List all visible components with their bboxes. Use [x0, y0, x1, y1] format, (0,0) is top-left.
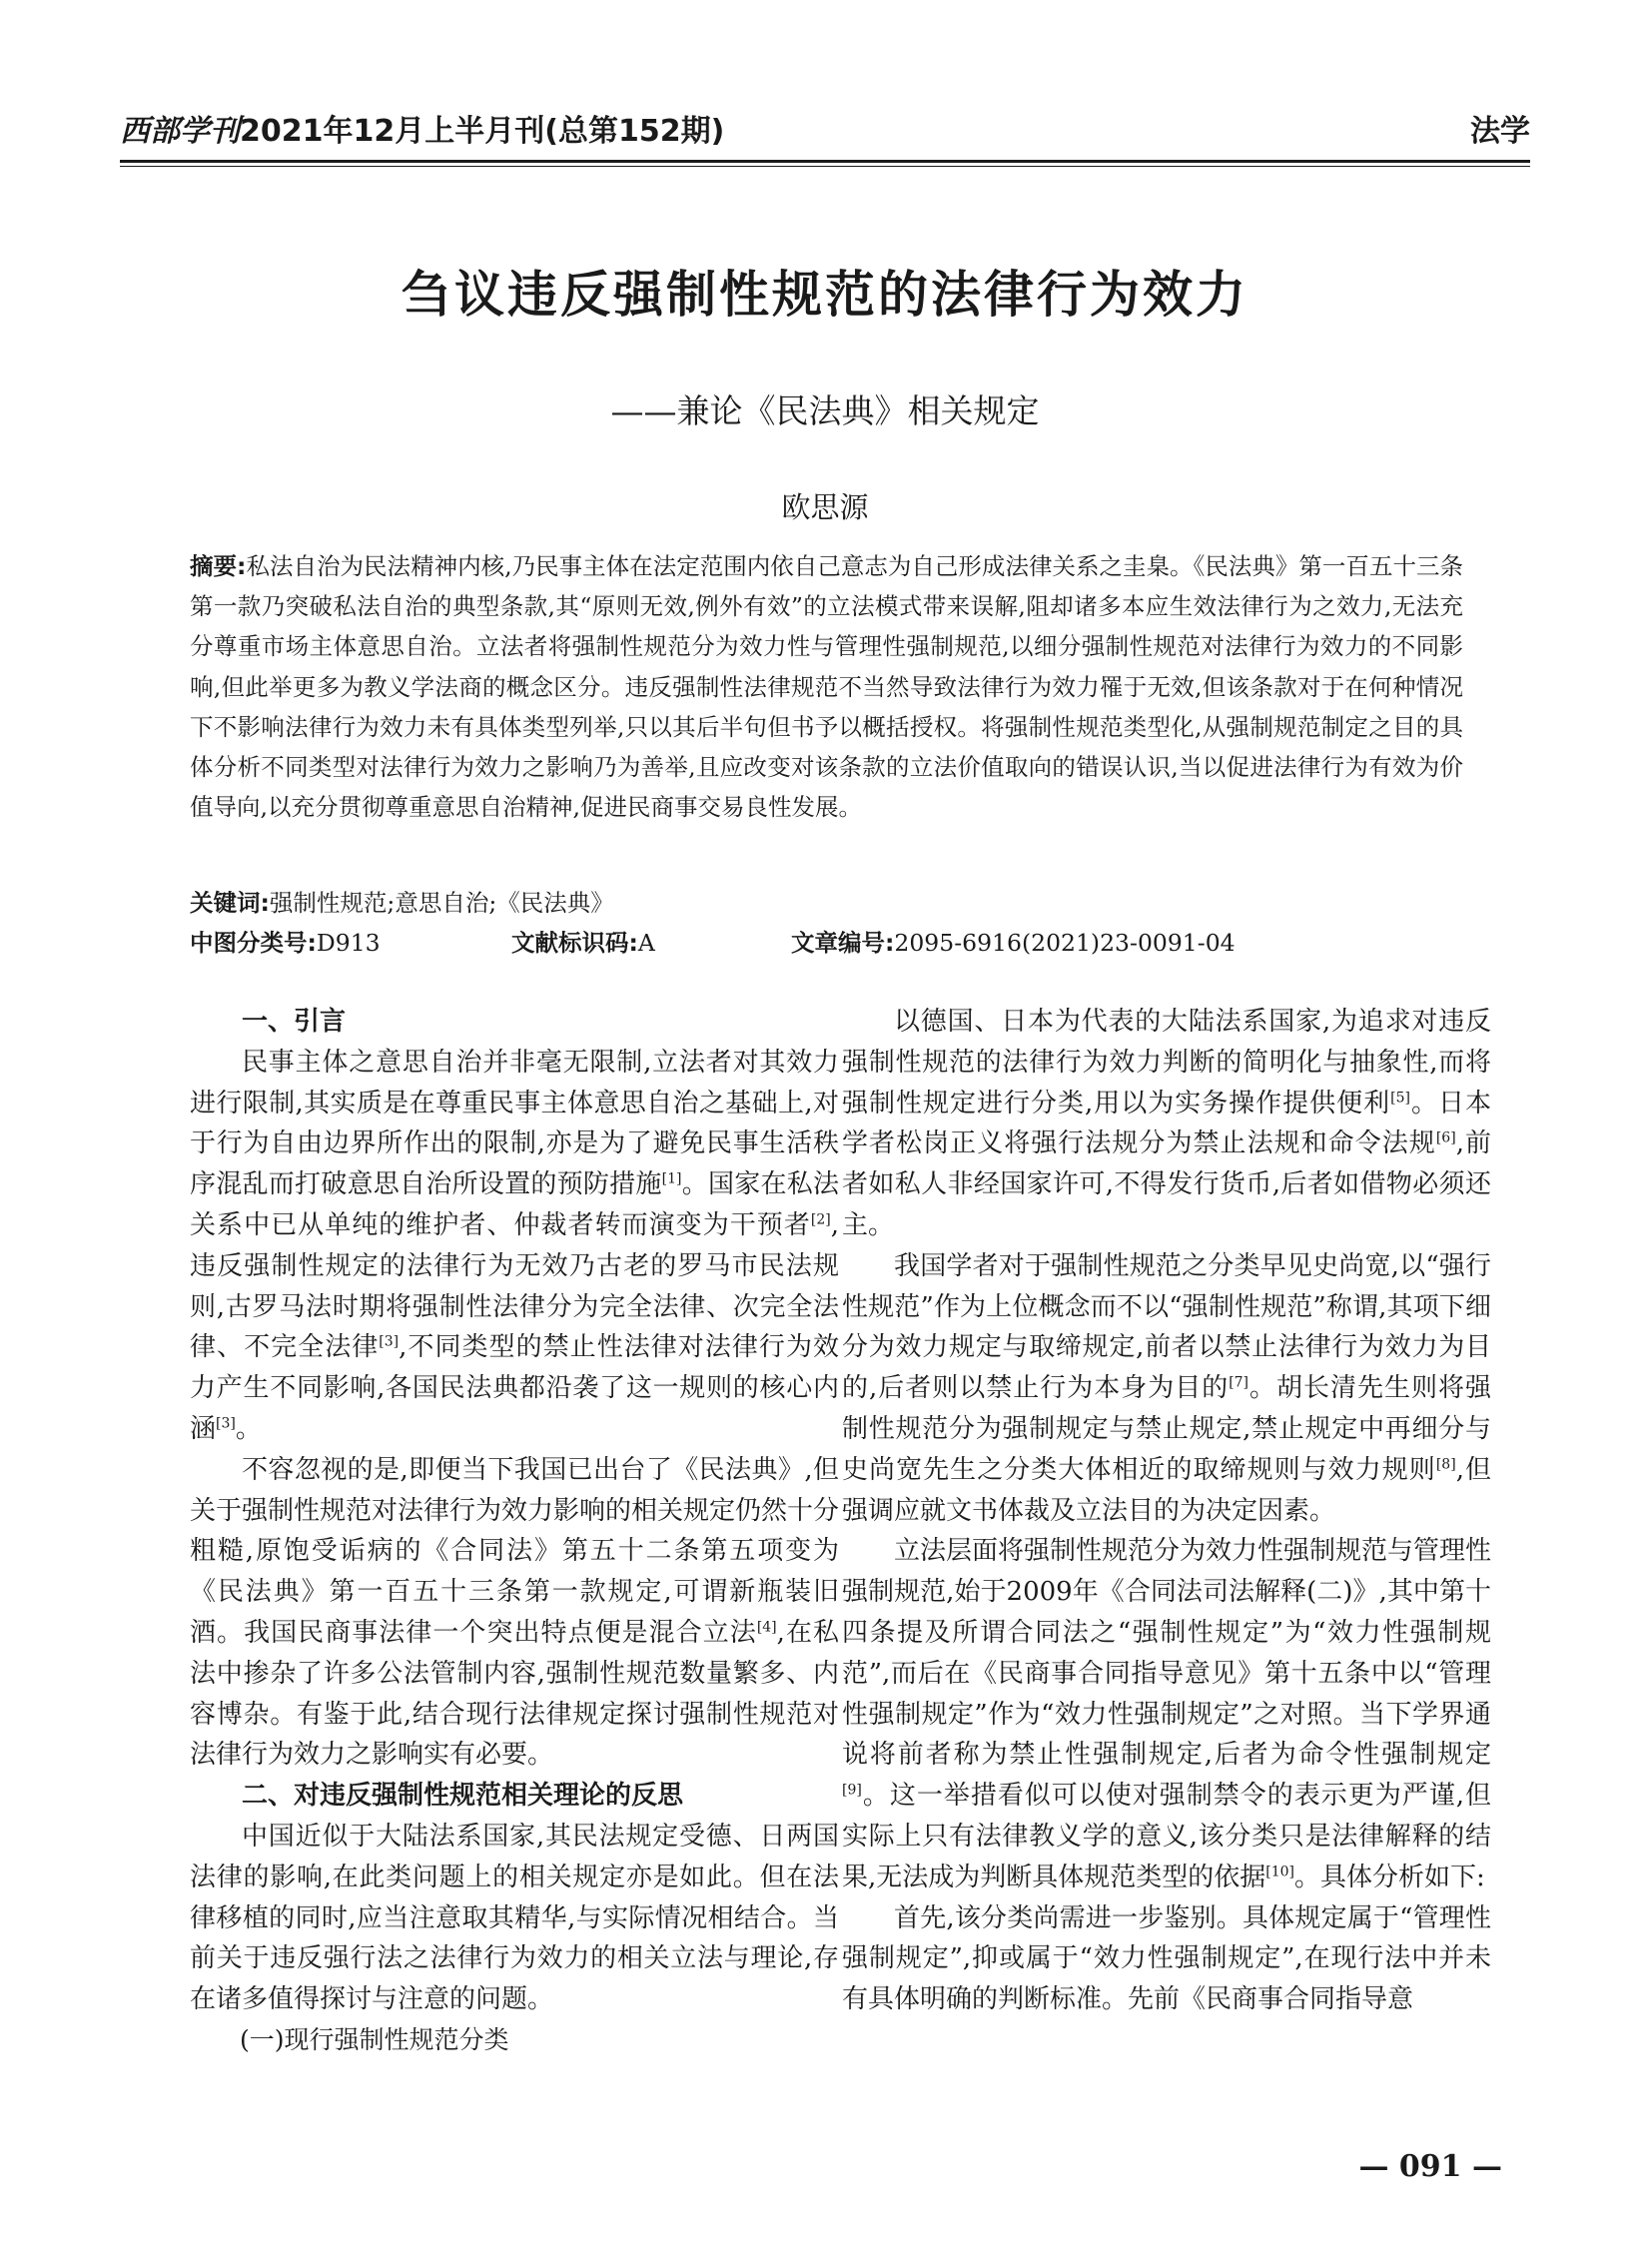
text-run: 。国家在私法关系中已从单纯的维护者、仲裁者转而演变为干预者	[190, 1169, 839, 1240]
keywords	[190, 883, 1463, 923]
text-run: 我国学者对于强制性规范之分类早见史尚宽,以“强行性规范”作为上位概念而不以“强制性规范”称谓,其项下细分为效力规定与取缔规定,前者以禁止法律行为效力为目的,后者则以禁止行为本身为目的	[842, 1250, 1491, 1404]
section-heading-1: 一、引言	[242, 1007, 347, 1037]
abstract-label: 摘要:	[190, 552, 247, 580]
journal-logo: 西部学刊	[120, 114, 240, 149]
doc-label: 文献标识码:	[511, 929, 638, 957]
text-run: 以德国、日本为代表的大陆法系国家,为追求对违反强制性规范的法律行为效力判断的简明化与抽象性,而将强制性规定进行分类,用以为实务操作提供便利	[842, 1007, 1491, 1119]
text-run: 立法层面将强制性规范分为效力性强制规范与管理性强制规范,始于2009年《合同法司法解释(二)》,其中第十四条提及所谓合同法之“强制性规定”为“效力性强制规范”,而后在《民商事合同指导意见》第十五条中以“管理性强制规定”作为“效力性强制规定”之对照。当下学界通说将前者称为禁止性强制规定,后者为命令性强制规定	[842, 1536, 1492, 1771]
clc-value: D913	[316, 929, 381, 957]
citation-ref: [6]	[1435, 1129, 1456, 1146]
citation-ref: [9]	[842, 1782, 862, 1799]
text-run: ,但强调应就文书体裁及立法目的为决定因素。	[842, 1454, 1491, 1526]
text-run: ,在私法中掺杂了许多公法管制内容,强制性规范数量繁多、内容博杂。有鉴于此,结合现行法律规定探讨强制性规范对法律行为效力之影响实有必要。	[190, 1617, 839, 1771]
clc-label: 中图分类号:	[190, 929, 317, 957]
citation-ref: [2]	[810, 1211, 831, 1228]
running-header	[120, 112, 1530, 156]
citation-ref: [8]	[1435, 1456, 1456, 1473]
citation-ref: [3]	[216, 1415, 236, 1432]
article-subtitle: ——兼论《民法典》相关规定	[610, 391, 1040, 430]
paragraph: 首先,该分类尚需进一步鉴别。具体规定属于“管理性强制规定”,抑或属于“效力性强制规定”,在现行法中并未有具体明确的判断标准。先前《民商事合同指导意	[842, 1902, 1491, 2015]
subsection-heading: (一)现行强制性规范分类	[240, 2024, 509, 2054]
text-run: ,不同类型的禁止性法律对法律行为效力产生不同影响,各国民法典都沿袭了这一规则的核心内涵	[190, 1332, 839, 1444]
article-number	[791, 923, 1236, 963]
keywords-text: 强制性规范;意思自治;《民法典》	[269, 889, 614, 917]
paragraph	[190, 1043, 839, 1450]
text-run: 。这一举措看似可以使对强制禁令的表示更为严谨,但实际上只有法律教义学的意义,该分类只是法律解释的结果,无法成为判断具体规范类型的依据	[842, 1781, 1491, 1892]
paragraph	[842, 1246, 1491, 1532]
text-run: 。胡长清先生则将强制性规范分为强制规定与禁止规定,禁止规定中再细分与史尚宽先生之分类大体相近的取缔规则与效力规则	[842, 1373, 1491, 1485]
citation-ref: [3]	[379, 1333, 400, 1350]
body-column-right	[842, 1002, 1491, 2020]
doc-code	[511, 923, 655, 963]
text-run: 不容忽视的是,即便当下我国已出台了《民法典》,但关于强制性规范对法律行为效力影响的相关规定仍然十分粗糙,原饱受诟病的《合同法》第五十二条第五项变为《民法典》第一百五十三条第一款规定,可谓新瓶装旧酒。我国民商事法律一个突出特点便是混合立法	[190, 1454, 840, 1648]
header-rule-thin	[120, 166, 1530, 167]
article-author: 欧思源	[781, 490, 869, 524]
paragraph	[842, 1002, 1491, 1246]
text-run: 。	[235, 1413, 262, 1444]
header-section: 法学	[1470, 114, 1530, 149]
paragraph	[842, 1531, 1491, 1897]
body-column-left	[190, 1002, 839, 2061]
keywords-label: 关键词:	[190, 889, 270, 917]
section-heading-2: 二、对违反强制性规范相关理论的反思	[242, 1781, 684, 1812]
paragraph	[190, 1450, 839, 1776]
text-run: 。日本学者松岗正义将强行法规分为禁止法规和命令法规	[842, 1088, 1491, 1159]
citation-ref: [5]	[1390, 1089, 1410, 1106]
doc-value: A	[637, 929, 655, 957]
header-journal-issue	[120, 112, 724, 152]
art-label: 文章编号:	[791, 929, 895, 957]
issue-info: 2021年12月上半月刊(总第152期)	[240, 114, 725, 149]
citation-ref: [7]	[1229, 1374, 1249, 1391]
art-value: 2095-6916(2021)23-0091-04	[894, 929, 1236, 957]
article-title: 刍议违反强制性规范的法律行为效力	[402, 266, 1248, 324]
page-number: — 091 —	[1358, 2149, 1502, 2184]
citation-ref: [1]	[661, 1170, 682, 1187]
text-run: ,违反强制性规定的法律行为无效乃古老的罗马市民法规则,古罗马法时期将强制性法律分为完全法律、次完全法律、不完全法律	[190, 1209, 839, 1363]
clc-number	[190, 923, 381, 963]
citation-ref: [10]	[1265, 1864, 1295, 1880]
text-run: 。具体分析如下:	[1294, 1862, 1485, 1892]
citation-ref: [4]	[756, 1619, 777, 1636]
abstract-text: 私法自治为民法精神内核,乃民事主体在法定范围内依自己意志为自己形成法律关系之圭臬。《民法典》第一百五十三条第一款乃突破私法自治的典型条款,其“原则无效,例外有效”的立法模式带来误解,阻却诸多本应生效法律行为之效力,无法充分尊重市场主体意思自治。立法者将强制性规范分为效力性与管理性强制规范,以细分强制性规范对法律行为效力的不同影响,但此举更多为教义学法商的概念区分。违反强制性法律规范不当然导致法律行为效力罹于无效,但该条款对于在何种情况下不影响法律行为效力未有具体类型列举,只以其后半句但书予以概括授权。将强制性规范类型化,从强制规范制定之目的具体分析不同类型对法律行为效力之影响乃为善举,且应改变对该条款的立法价值取向的错误认识,当以促进法律行为有效为价值导向,以充分贯彻尊重意思自治精神,促进民商事交易良性发展。	[190, 552, 1463, 822]
abstract	[190, 546, 1463, 827]
header-rule	[120, 160, 1530, 163]
text-run: 民事主体之意思自治并非毫无限制,立法者对其效力进行限制,其实质是在尊重民事主体意思自治之基础上,对于行为自由边界所作出的限制,亦是为了避免民事生活秩序混乱而打破意思自治所设置的预防措施	[190, 1047, 839, 1200]
paragraph: 中国近似于大陆法系国家,其民法规定受德、日两国法律的影响,在此类问题上的相关规定亦是如此。但在法律移植的同时,应当注意取其精华,与实际情况相结合。当前关于违反强行法之法律行为效力的相关立法与理论,存在诸多值得探讨与注意的问题。	[190, 1821, 839, 2015]
text-run: ,前者如私人非经国家许可,不得发行货币,后者如借物必须还主。	[842, 1128, 1491, 1240]
